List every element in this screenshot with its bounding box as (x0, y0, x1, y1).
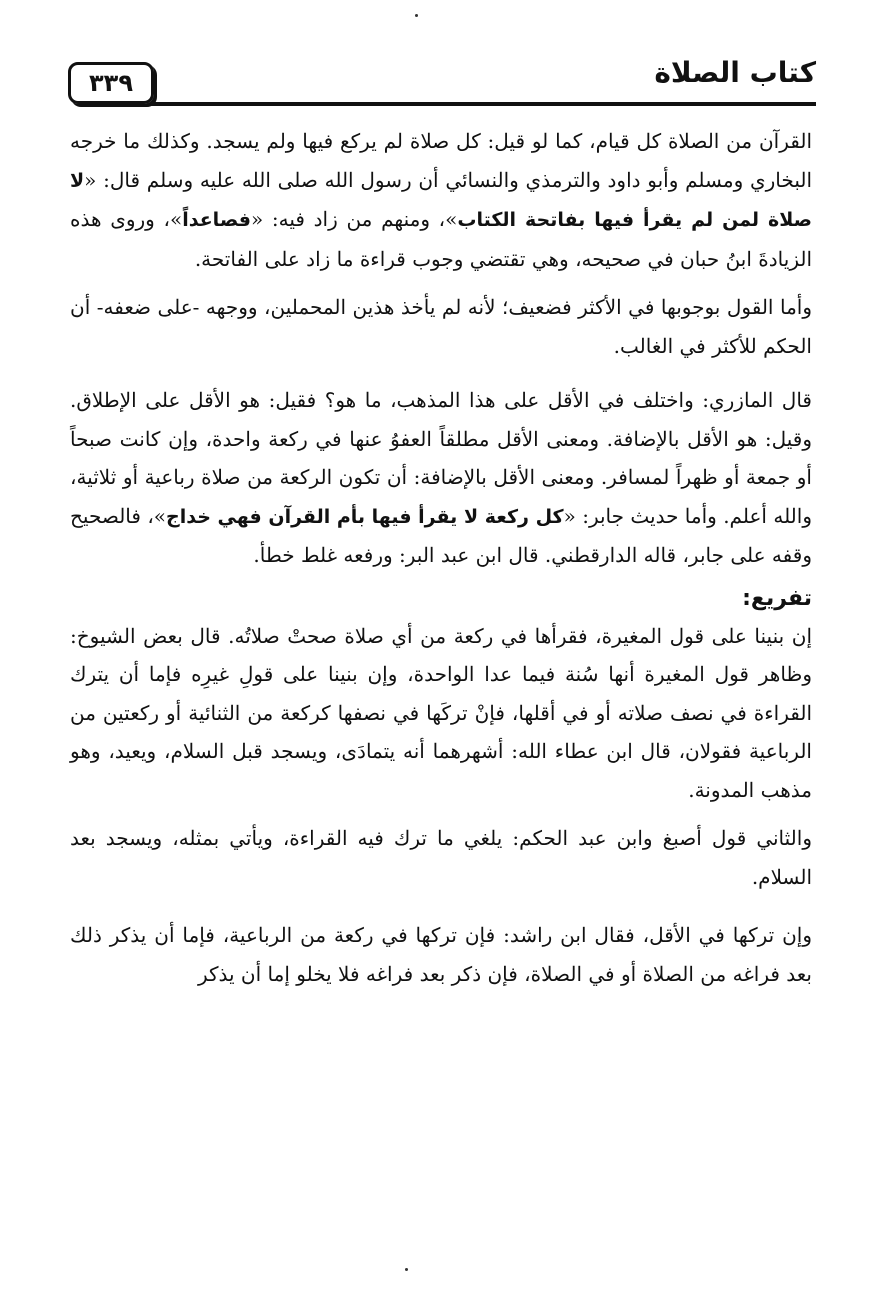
scan-speck-top (415, 14, 418, 17)
running-header (66, 52, 816, 112)
paragraph-1 (70, 122, 812, 278)
paragraph-3 (70, 381, 812, 575)
paragraph-4: إن بنينا على قول المغيرة، فقرأها في ركعة من أي صلاة صحتْ صلاتُه. قال بعض الشيوخ: وظاهر قول المغيرة أنها سُنة فيما عدا الواحدة، وإن بنينا على قولِ غيرِه فإما أن يترك القراءة في نصف صلاته أو في أقلها، فإنْ تركَها في نصفها كركعة من الثنائية أو ركعتين من الرباعية فقولان، قال ابن عطاء الله: أشهرهما أنه يتمادَى، ويسجد قبل السلام، ويعيد، وهو مذهب المدونة. (70, 623, 812, 802)
paragraph-2: وأما القول بوجوبها في الأكثر فضعيف؛ لأنه لم يأخذ هذين المحملين، ووجهه -على ضعفه- أن الحكم للأكثر في الغالب. (70, 295, 812, 358)
hadith-quote: كل ركعة لا يقرأ فيها بأم القرآن فهي خداج (166, 505, 564, 528)
paragraph-6: وإن تركها في الأقل، فقال ابن راشد: فإن تركها في ركعة من الرباعية، فإما أن يذكر ذلك بعد فراغه من الصلاة أو في الصلاة، فإن ذكر بعد فراغه فلا يخلو إما أن يذكر (70, 923, 812, 986)
scan-speck-bottom (405, 1268, 408, 1271)
page-body (70, 122, 812, 993)
paragraph-text: »، ومنهم من زاد فيه: « (250, 207, 458, 231)
book-title: كتاب الصلاة (654, 56, 816, 89)
section-subheading: تفريع: (742, 585, 812, 611)
paragraph-5: والثاني قول أصبغ وابن عبد الحكم: يلغي ما ترك فيه القراءة، ويأتي بمثله، ويسجد بعد السلام. (70, 826, 812, 889)
paragraph-text: »، فالصحيح وقفه على جابر، قاله الدارقطني. قال ابن عبد البر: ورفعه غلط خطأ. (70, 503, 812, 567)
page-number: ٣٣٩ (68, 62, 154, 104)
hadith-quote: فصاعداً (182, 209, 251, 231)
paragraph-text: القرآن من الصلاة كل قيام، كما لو قيل: كل صلاة لم يركع فيها ولم يسجد. وكذلك ما خرجه البخاري ومسلم وأبو داود والترمذي والنسائي أن رسول الله صلى الله عليه وسلم قال: « (70, 129, 813, 192)
header-rule (150, 102, 816, 106)
paragraph-text: »، وروى هذه الزيادةَ ابنُ حبان في صحيحه، وهي تقتضي وجوب قراءة ما زاد على الفاتحة. (70, 207, 812, 271)
paragraph-text: قال المازري: واختلف في الأقل على هذا المذهب، ما هو؟ فقيل: هو الأقل على الإطلاق. وقيل: هو الأقل بالإضافة. ومعنى الأقل مطلقاً العفوُ عنها في ركعة واحدة، وإن كانت صبحاً أو جمعة أو ظهراً لمسافر. ومعنى الأقل بالإضافة: أن تكون الركعة من صلاة رباعية أو ثلاثية، والله أعلم. وأما حديث جابر: « (70, 388, 812, 528)
hadith-quote: لا صلاة لمن لم يقرأ فيها بفاتحة الكتاب (70, 169, 813, 231)
